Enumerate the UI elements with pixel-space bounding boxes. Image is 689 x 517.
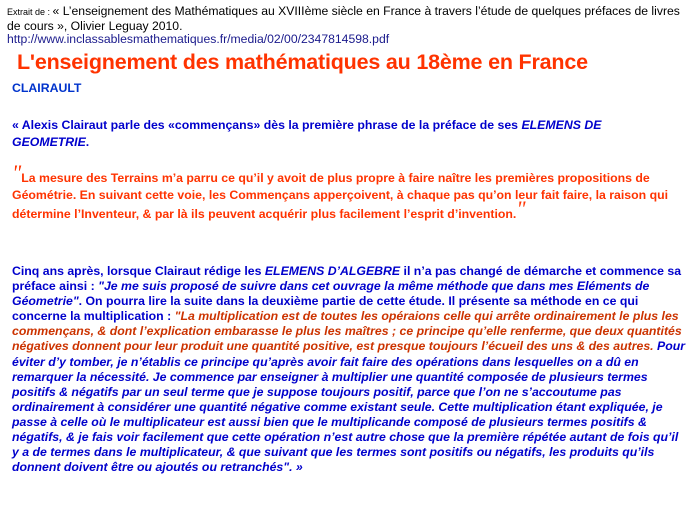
author-heading: CLAIRAULT	[12, 81, 82, 95]
body-quote-2: "La multiplication est de toutes les opéraions celle qui arrête ordinairement le plus les commençans, & dont l’explication embarasse le plus les maîtres ; ce principe qu’elle renferme, que deux quantités négatives donnent pour leur produit une quantité positive, est presque toujours l’écueil des uns & des autres.	[12, 309, 682, 354]
intro-text: « Alexis Clairaut parle des «commençans» dès la première phrase de la préface de ses	[12, 118, 522, 132]
body-text-3: . On pourra lire la suite dans la deuxième partie de cette étude. Il présente sa méthode en ce qui concerne la multiplication :	[12, 294, 639, 324]
body-book-title: ELEMENS D’ALGEBRE	[264, 264, 401, 278]
source-citation-text: « L’enseignement des Mathématiques au XVIIIème siècle en France à travers l’étude de quelques préfaces de livres de cours », Olivier Leguay 2010.	[7, 4, 680, 33]
page-title: L'enseignement des mathématiques au 18ème en France	[17, 50, 588, 74]
body-quote-3: Pour éviter d’y tomber, je n’établis ce principe qu’après avoir fait faire des opérations dans lesquelles on a dû en remarquer la nécessité. Je commence par enseigner à multiplier une quantité composée de plusieurs termes positifs & négatifs par un seul terme que je suppose toujours positif, parce que l’on ne s’accoutume pas ordinairement à considérer une quantité négative comme existant seule. Cette multiplication étant expliquée, je passe à celle où le multiplicateur est aussi bien que le multiplicande composé de plusieurs termes positifs & négatifs, & je fais voir facilement que cette opération n’est autre chose que la première répétée autant de fois qu’il y a de termes dans le multiplicateur, & que suivant que les termes sont positifs ou négatifs, les produits qu’ils donnent doivent être ou ajoutés ou retranchés". »	[12, 339, 686, 475]
quote-close-mark: "	[516, 196, 526, 221]
body-text-2: il n’a pas changé de démarche et commence sa préface ainsi :	[12, 264, 682, 294]
source-citation	[7, 4, 683, 33]
quote-text: La mesure des Terrains m’a parru ce qu’il y avoit de plus propre à faire naître les premières propositions de Géométrie. En suivant cette voie, les Commençans apperçoivent, à chaque pas qu’on leur fait faire, la raison qui détermine l’Inventeur, & par là ils peuvent acquérir plus facilement l’esprit d’invention.	[12, 171, 669, 221]
intro-paragraph	[12, 117, 682, 151]
quote-paragraph	[12, 160, 684, 223]
intro-book-title: ELEMENS DE GEOMETRIE	[12, 118, 602, 149]
source-url[interactable]: http://www.inclassablesmathematiques.fr/media/02/00/2347814598.pdf	[7, 32, 390, 46]
body-text-1: Cinq ans après, lorsque Clairaut rédige les	[12, 264, 265, 278]
intro-end: .	[85, 135, 90, 149]
source-prefix: Extrait de :	[7, 7, 53, 17]
body-paragraph	[12, 264, 686, 475]
body-quote-1: "Je me suis proposé de suivre dans cet ouvrage la même méthode que dans mes Eléments de Géometrie"	[12, 279, 650, 309]
quote-open-mark: "	[12, 160, 22, 185]
